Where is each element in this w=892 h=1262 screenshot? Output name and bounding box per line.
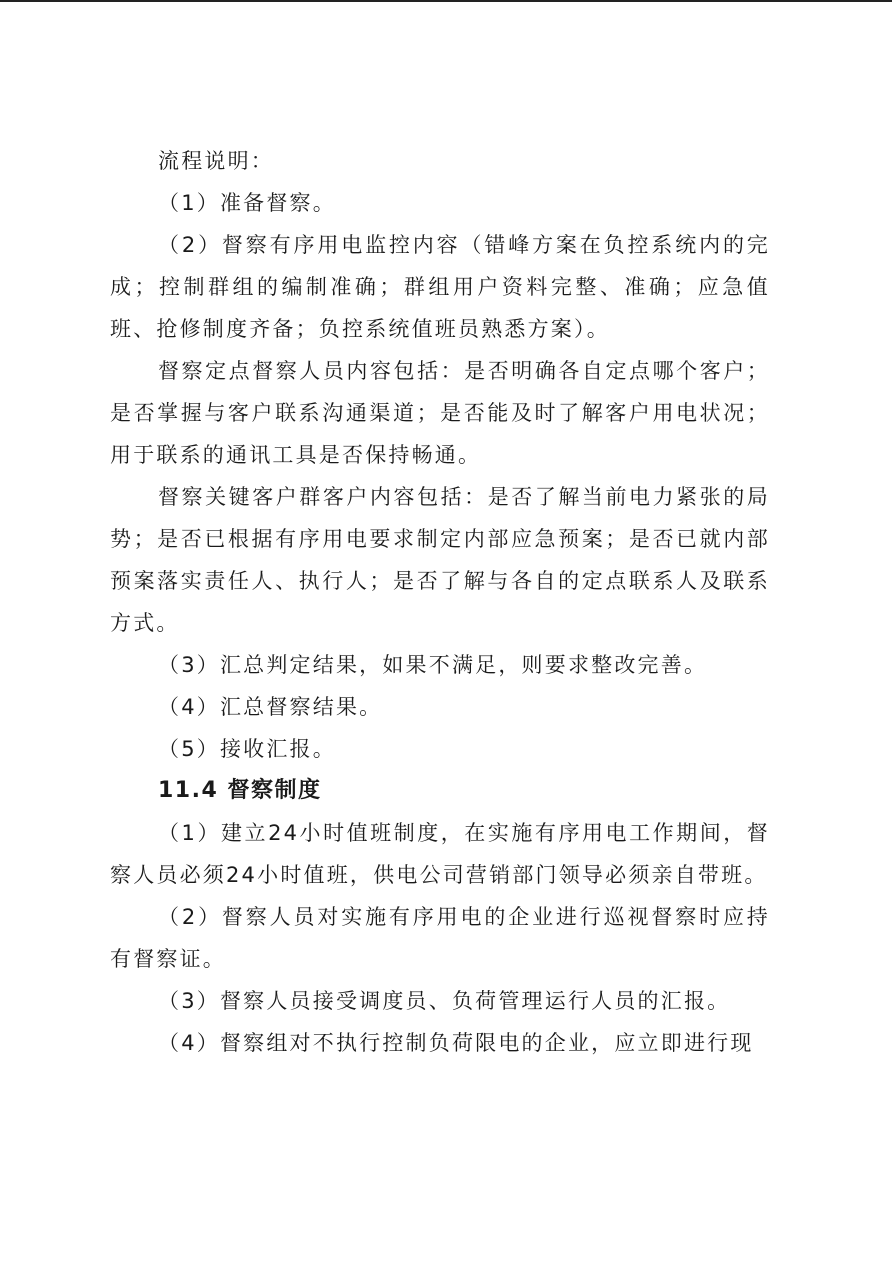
rule-1-paragraph: （1）建立24小时值班制度，在实施有序用电工作期间，督察人员必须24小时值班，供电公司营销部门领导必须亲自带班。 xyxy=(110,821,770,887)
section-heading: 11.4 督察制度 xyxy=(158,778,322,803)
step-4-paragraph: （4）汇总督察结果。 xyxy=(158,695,383,719)
rule-3-paragraph: （3）督察人员接受调度员、负荷管理运行人员的汇报。 xyxy=(158,989,731,1013)
key-customer-inspection-paragraph: 督察关键客户群客户内容包括：是否了解当前电力紧张的局势；是否已根据有序用电要求制定内部应急预案；是否已就内部预案落实责任人、执行人；是否了解与各自的定点联系人及联系方式。 xyxy=(110,485,770,635)
step-3-paragraph: （3）汇总判定结果，如果不满足，则要求整改完善。 xyxy=(158,653,708,677)
document-body xyxy=(110,140,770,1064)
fixed-point-inspection-paragraph: 督察定点督察人员内容包括：是否明确各自定点哪个客户；是否掌握与客户联系沟通渠道；是否能及时了解客户用电状况；用于联系的通讯工具是否保持畅通。 xyxy=(110,359,770,467)
step-2-paragraph: （2）督察有序用电监控内容（错峰方案在负控系统内的完成；控制群组的编制准确；群组用户资料完整、准确；应急值班、抢修制度齐备；负控系统值班员熟悉方案）。 xyxy=(110,233,770,341)
process-description-label: 流程说明： xyxy=(158,149,274,173)
rule-4-paragraph: （4）督察组对不执行控制负荷限电的企业，应立即进行现 xyxy=(158,1031,754,1055)
page-top-border xyxy=(0,0,892,2)
step-1-paragraph: （1）准备督察。 xyxy=(158,191,336,215)
step-5-paragraph: （5）接收汇报。 xyxy=(158,737,336,761)
rule-2-paragraph: （2）督察人员对实施有序用电的企业进行巡视督察时应持有督察证。 xyxy=(110,905,770,971)
